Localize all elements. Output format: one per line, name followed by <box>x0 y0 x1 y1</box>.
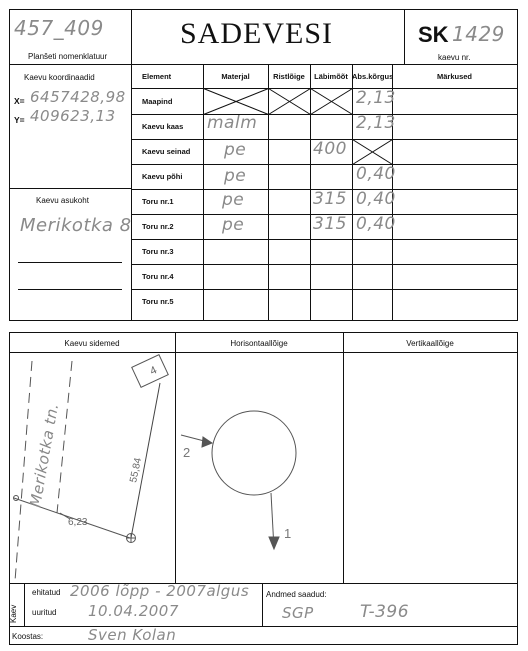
row-element-label: Toru nr.3 <box>142 247 174 256</box>
col-header-notes: Märkused <box>436 72 472 81</box>
row-element-label: Toru nr.2 <box>142 222 174 231</box>
col-header-height: Abs.kõrgus <box>352 72 394 81</box>
col-header-diameter: Läbimõõt <box>314 72 348 81</box>
row-material: pe <box>222 190 245 210</box>
row-diameter: 315 <box>313 214 347 234</box>
horizontal-section-label: Horisontaallõige <box>230 339 288 348</box>
location-value: Merikotka 8 <box>20 215 132 236</box>
built-label: ehitatud <box>32 588 61 597</box>
author-label: Koostas: <box>12 632 44 641</box>
row-element-label: Kaevu seinad <box>142 147 191 156</box>
coord-x-value: 6457428,98 <box>30 88 126 106</box>
coord-y-label: Y= <box>14 115 25 125</box>
coord-y-value: 409623,13 <box>30 107 116 125</box>
sk-prefix: SK <box>418 22 449 47</box>
page-title: SADEVESI <box>180 17 334 50</box>
pipe-1-label: 1 <box>284 526 292 541</box>
sketch-connections-label: Kaevu sidemed <box>64 339 120 348</box>
site-sketch <box>10 353 175 583</box>
row-diameter: 400 <box>313 139 347 159</box>
col-header-section: Ristlõige <box>273 72 305 81</box>
row-abs-height: 0,40 <box>356 164 396 184</box>
row-abs-height: 2,13 <box>356 113 396 133</box>
row-material: pe <box>222 215 245 235</box>
author-value: Sven Kolan <box>88 626 177 644</box>
surveyed-value: 10.04.2007 <box>88 602 179 620</box>
row-element-label: Toru nr.1 <box>142 197 174 206</box>
row-abs-height: 0,40 <box>356 214 396 234</box>
row-material: malm <box>207 113 258 133</box>
well-number-label: kaevu nr. <box>438 53 471 62</box>
row-element-label: Toru nr.4 <box>142 272 174 281</box>
location-label: Kaevu asukoht <box>36 196 89 205</box>
data-source-label: Andmed saadud: <box>266 590 327 599</box>
row-element-label: Maapind <box>142 97 173 106</box>
data-source-reference: T-396 <box>360 602 410 622</box>
nomenclature-label: Planšeti nomenklatuur <box>28 52 108 61</box>
coords-label: Kaevu koordinaadid <box>24 73 95 82</box>
row-diameter: 315 <box>313 189 347 209</box>
data-source-value: SGP <box>282 604 314 622</box>
coord-x-label: X= <box>14 96 25 106</box>
col-header-element: Element <box>142 72 172 81</box>
vertical-section-label: Vertikaallõige <box>406 339 454 348</box>
well-side-label: Kaev <box>9 604 18 623</box>
well-number: 1429 <box>452 22 505 46</box>
street-name: Merikotka tn. <box>26 401 63 509</box>
row-material: pe <box>224 140 247 160</box>
row-material: pe <box>224 166 247 186</box>
row-abs-height: 0,40 <box>356 189 396 209</box>
nomenclature-value: 457_409 <box>14 16 104 40</box>
row-element-label: Kaevu põhi <box>142 172 183 181</box>
pipe-2-label: 2 <box>183 445 191 460</box>
row-element-label: Kaevu kaas <box>142 122 184 131</box>
row-abs-height: 2,13 <box>356 88 396 108</box>
dimension-to-reference: 6,23 <box>68 517 88 528</box>
col-header-material: Materjal <box>221 72 250 81</box>
built-value: 2006 lõpp - 2007algus <box>70 582 250 600</box>
dimension-to-building: 55,84 <box>128 456 145 484</box>
surveyed-label: uuritud <box>32 608 57 617</box>
row-element-label: Toru nr.5 <box>142 297 174 306</box>
horizontal-section-drawing <box>176 353 343 583</box>
building-number: 4 <box>148 364 159 378</box>
